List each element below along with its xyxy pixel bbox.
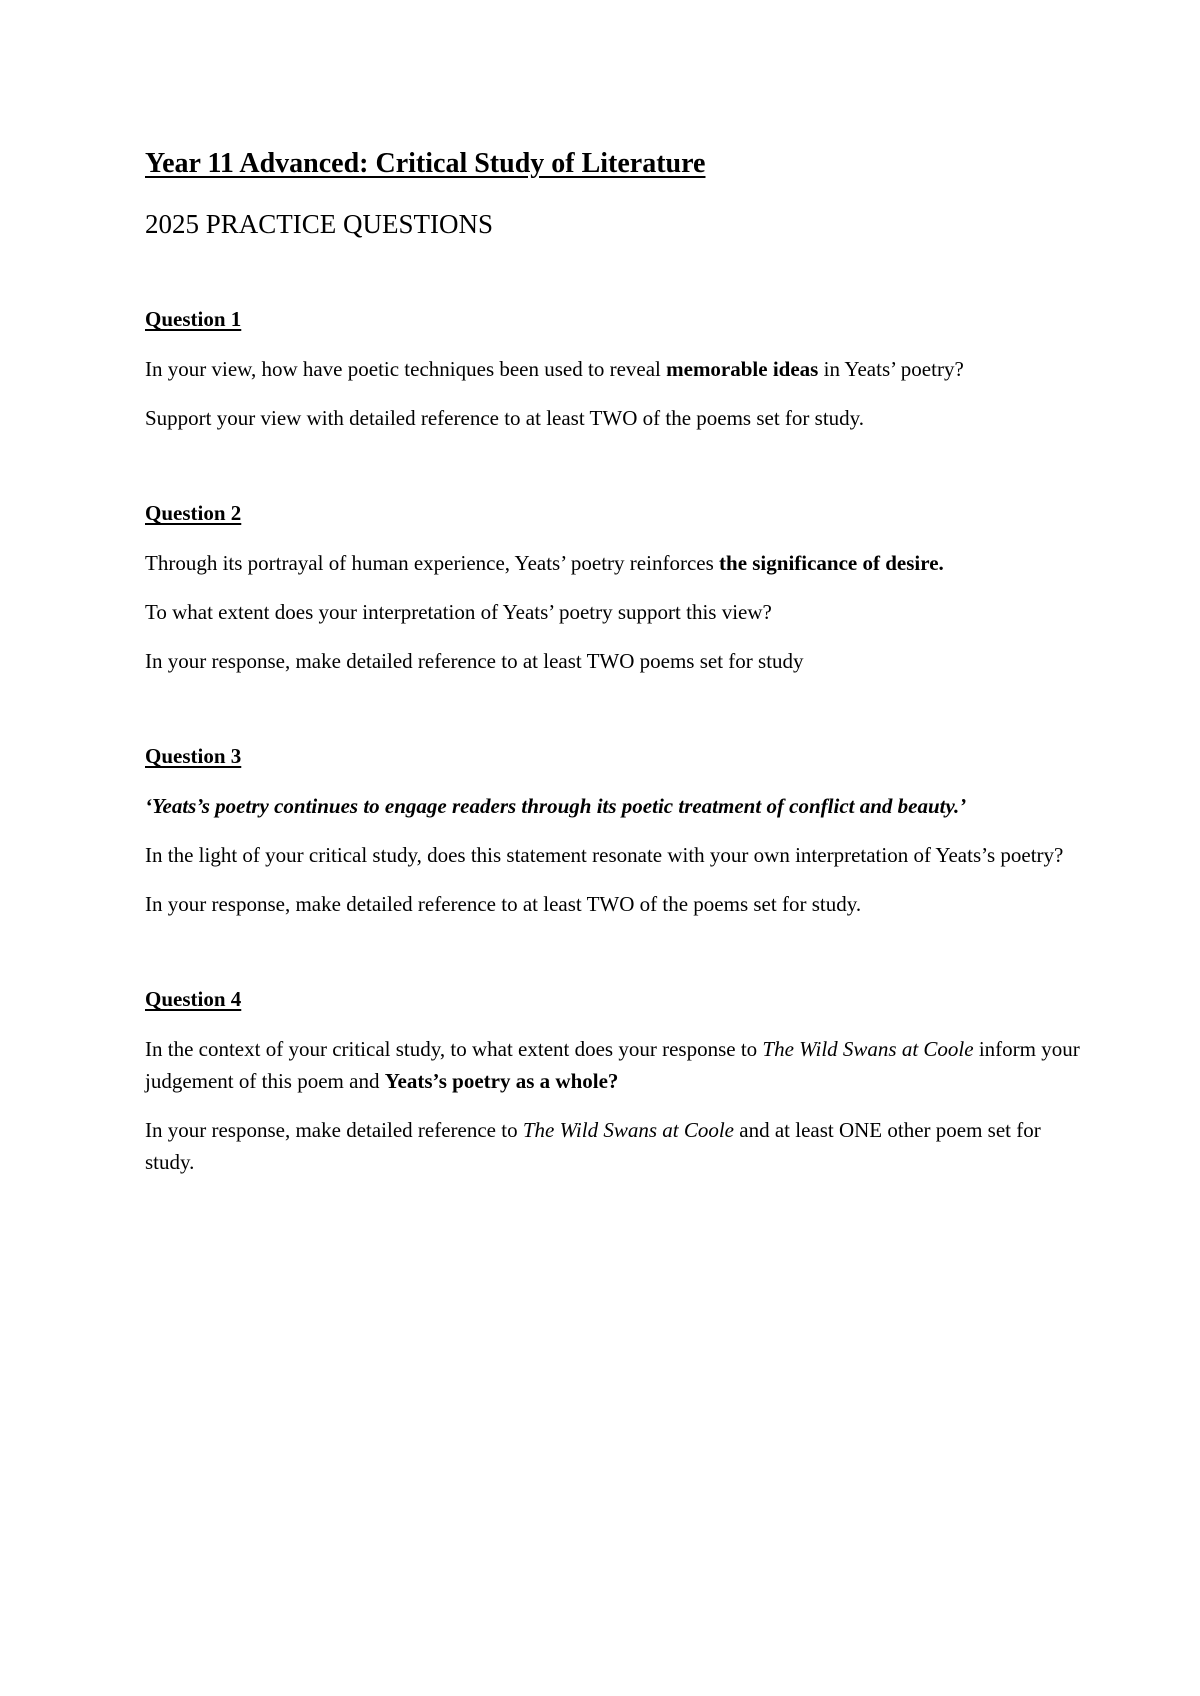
- instruction-text: and at least ONE other poem set for study.: [145, 1118, 1041, 1174]
- question-1: [145, 304, 1085, 434]
- question-instruction: In your response, make detailed reference to at least TWO of the poems set for study.: [145, 892, 862, 916]
- document-subtitle: 2025 PRACTICE QUESTIONS: [145, 209, 494, 239]
- question-3: [145, 741, 1085, 920]
- document-page: [145, 144, 1085, 1178]
- question-prompt: [145, 1033, 1085, 1097]
- question-quote: ‘Yeats’s poetry continues to engage readers through its poetic treatment of conflict and beauty.’: [145, 794, 967, 818]
- prompt-emphasis: memorable ideas: [666, 357, 819, 381]
- prompt-text: in Yeats’ poetry?: [818, 357, 964, 381]
- question-instruction: [145, 1114, 1085, 1178]
- question-heading: Question 2: [145, 501, 242, 525]
- document-title: Year 11 Advanced: Critical Study of Literature: [145, 148, 706, 179]
- question-4: [145, 984, 1085, 1178]
- question-heading: Question 4: [145, 987, 242, 1011]
- prompt-text: inform your judgement of this poem and: [145, 1037, 1080, 1093]
- poem-title: The Wild Swans at Coole: [762, 1037, 974, 1061]
- question-heading: Question 1: [145, 307, 242, 331]
- question-instruction: To what extent does your interpretation of Yeats’ poetry support this view?: [145, 600, 772, 624]
- instruction-text: In your response, make detailed reference to: [145, 1118, 523, 1142]
- prompt-text: In the context of your critical study, to what extent does your response to: [145, 1037, 763, 1061]
- question-instruction: Support your view with detailed reference to at least TWO of the poems set for study.: [145, 406, 865, 430]
- question-2: [145, 498, 1085, 677]
- question-prompt: [145, 547, 1085, 579]
- prompt-emphasis: Yeats’s poetry as a whole?: [384, 1069, 619, 1093]
- question-heading: Question 3: [145, 744, 242, 768]
- question-instruction: In your response, make detailed reference to at least TWO poems set for study: [145, 649, 804, 673]
- question-prompt: In the light of your critical study, does this statement resonate with your own interpretation of Yeats’s poetry?: [145, 843, 1064, 867]
- question-prompt: [145, 353, 1085, 385]
- prompt-text: Through its portrayal of human experience, Yeats’ poetry reinforces: [145, 551, 720, 575]
- prompt-emphasis: the significance of desire.: [719, 551, 944, 575]
- poem-title: The Wild Swans at Coole: [522, 1118, 735, 1142]
- prompt-text: In your view, how have poetic techniques been used to reveal: [145, 357, 667, 381]
